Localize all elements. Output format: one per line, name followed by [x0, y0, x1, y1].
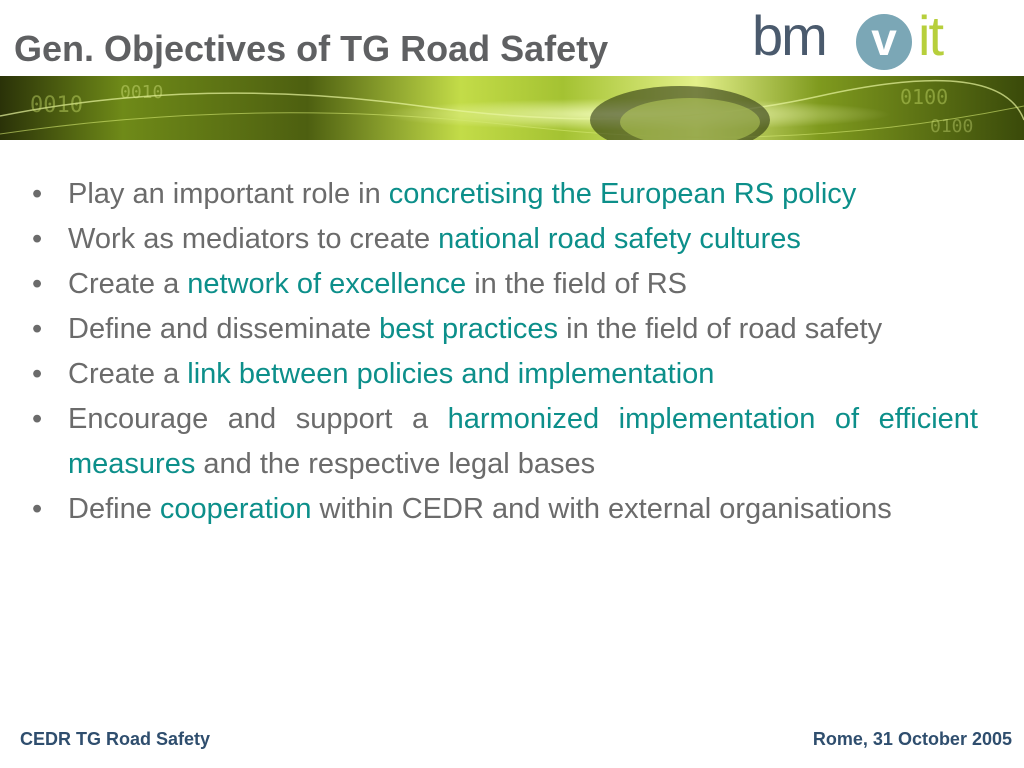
bullet-marker: •: [32, 493, 43, 525]
footer-right: Rome, 31 October 2005: [812, 729, 1012, 749]
list-item: [32, 172, 978, 217]
body-text: in the field of RS: [466, 268, 688, 300]
highlighted-text: harmonized implementation of efficient measures: [68, 403, 978, 480]
body-text: and the respective legal bases: [195, 448, 596, 480]
body-text: in the field of road safety: [558, 313, 883, 345]
highlighted-text: concretising the European RS policy: [388, 178, 857, 210]
svg-text:0100: 0100: [930, 116, 974, 137]
svg-text:0100: 0100: [900, 85, 949, 109]
bullet-marker: •: [32, 403, 43, 435]
list-item: [32, 397, 978, 487]
body-text: Define: [68, 493, 160, 525]
list-item: [32, 307, 978, 352]
list-item: [32, 487, 978, 532]
slide-body: [32, 172, 978, 532]
logo-v-circle: v: [856, 14, 912, 70]
objectives-list: [32, 172, 978, 532]
logo-text-bm: bm: [752, 4, 826, 67]
logo-text-it: it: [918, 4, 942, 67]
bullet-marker: •: [32, 358, 43, 390]
body-text: Define and disseminate: [68, 313, 380, 345]
highlighted-text: best practices: [379, 313, 559, 345]
body-text: Create a: [68, 268, 188, 300]
bmvit-logo: [752, 6, 982, 72]
list-item: [32, 352, 978, 397]
highlighted-text: cooperation: [159, 493, 312, 525]
bullet-marker: •: [32, 178, 43, 210]
slide-title: Gen. Objectives of TG Road Safety: [14, 28, 609, 69]
banner-graphic: [0, 76, 1024, 140]
body-text: Encourage and support a: [68, 403, 448, 435]
bullet-marker: •: [32, 268, 43, 300]
body-text: Play an important role in: [68, 178, 389, 210]
bullet-marker: •: [32, 223, 43, 255]
body-text: within CEDR and with external organisations: [311, 493, 892, 525]
svg-text:0010: 0010: [30, 93, 83, 118]
bullet-marker: •: [32, 313, 43, 345]
list-item: [32, 262, 978, 307]
highlighted-text: network of excellence: [187, 268, 467, 300]
body-text: Work as mediators to create: [68, 223, 439, 255]
list-item: [32, 217, 978, 262]
header-banner-image: [0, 76, 1024, 140]
highlighted-text: national road safety cultures: [438, 223, 801, 255]
svg-text:0010: 0010: [120, 82, 164, 103]
body-text: Create a: [68, 358, 188, 390]
highlighted-text: link between policies and implementation: [187, 358, 715, 390]
footer-left: CEDR TG Road Safety: [20, 729, 211, 749]
